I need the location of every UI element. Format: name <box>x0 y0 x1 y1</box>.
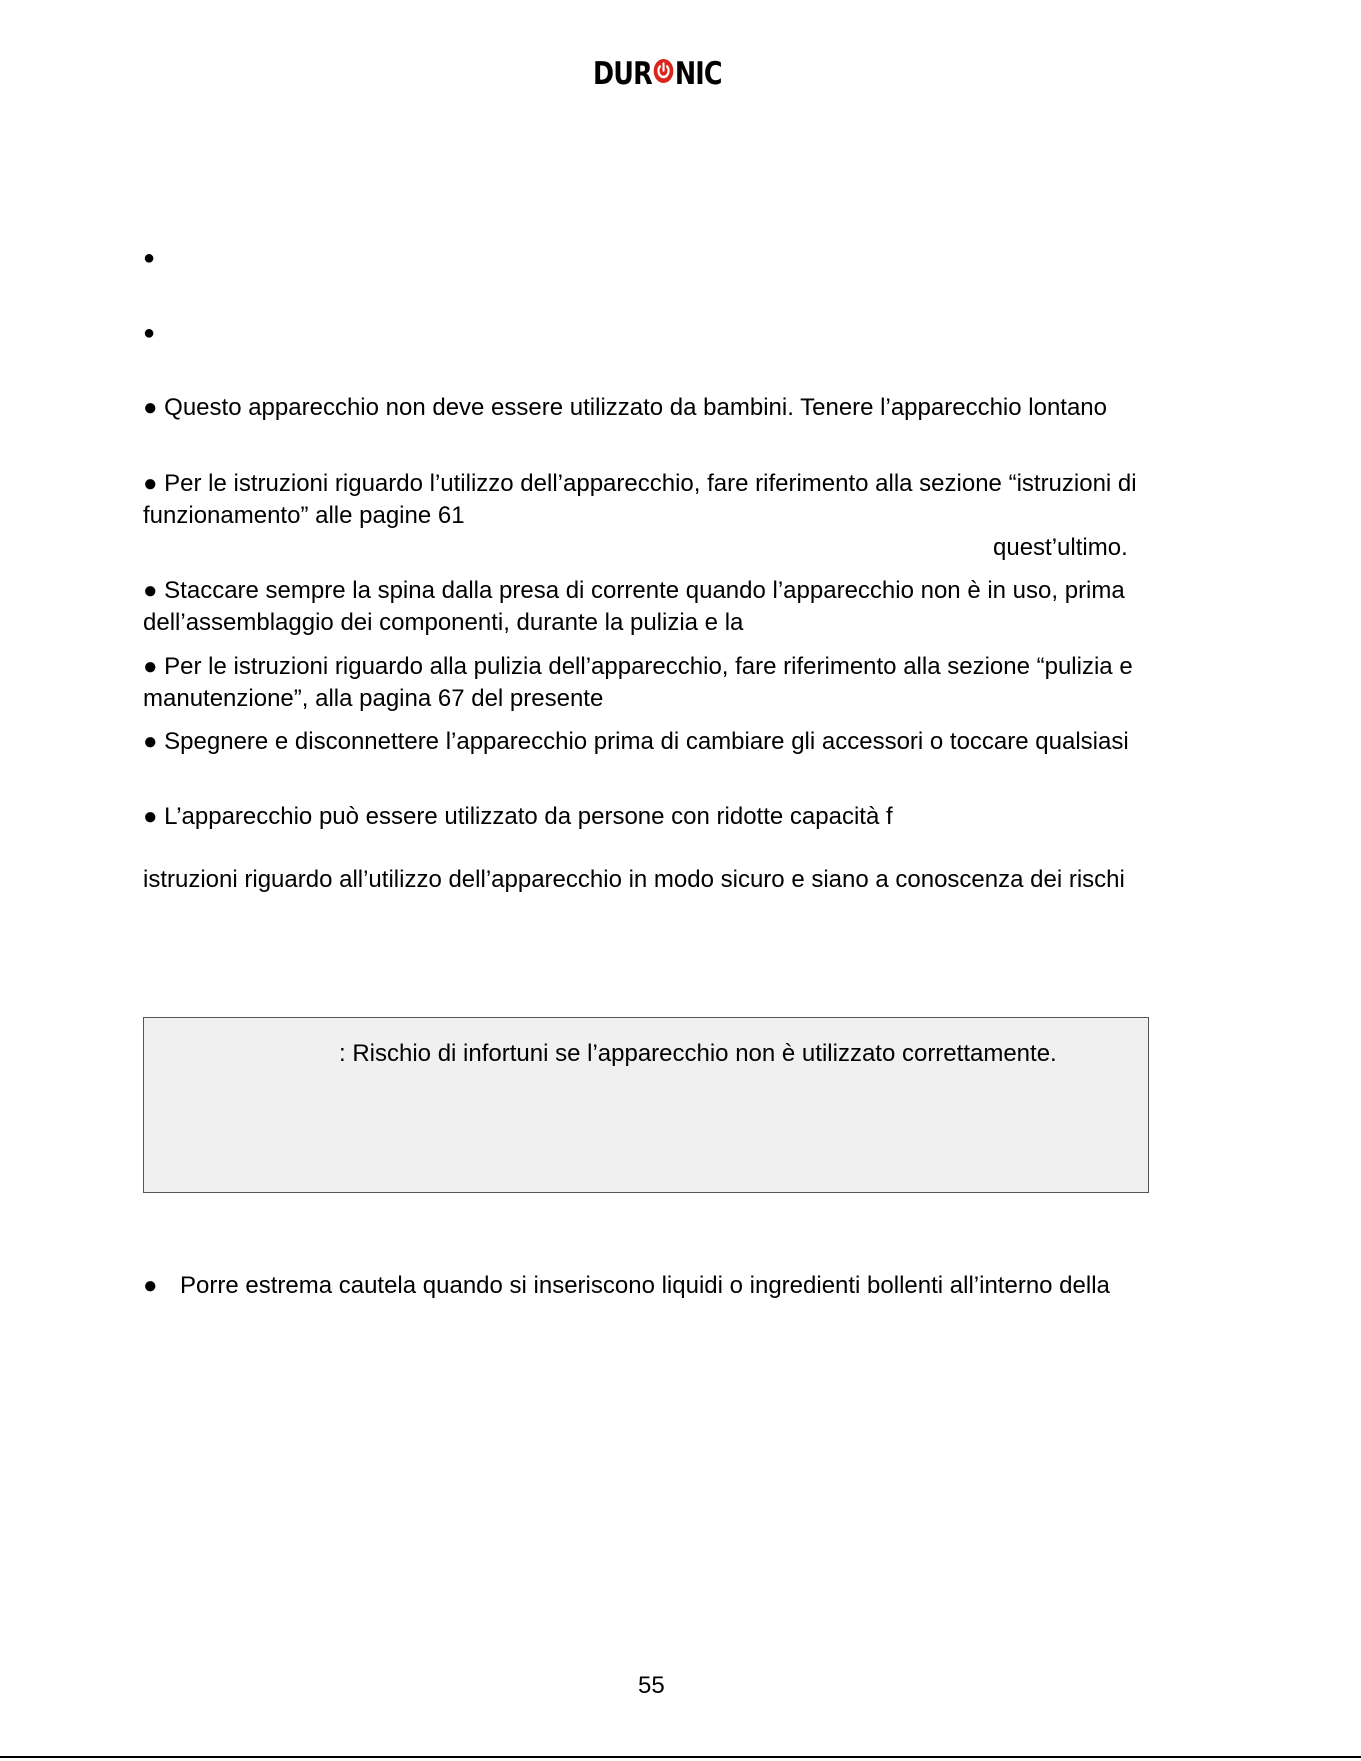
text-line: Porre estrema cautela quando si inseriscono liquidi o ingredienti bollenti all’interno della <box>180 1272 1110 1299</box>
text-line: ● Staccare sempre la spina dalla presa di corrente quando l’apparecchio non è in uso, prima <box>143 577 1125 604</box>
logo-text-end: NIC <box>674 56 722 92</box>
text-line: ● Questo apparecchio non deve essere utilizzato da bambini. Tenere l’apparecchio lontano <box>143 394 1107 421</box>
text-line: istruzioni riguardo all’utilizzo dell’apparecchio in modo sicuro e siano a conoscenza dei rischi <box>143 866 1125 893</box>
logo-text-start: DUR <box>593 56 652 92</box>
text-line: manutenzione”, alla pagina 67 del presente <box>143 685 604 712</box>
warning-box <box>143 1017 1149 1193</box>
bullet-marker: ● <box>143 1272 158 1299</box>
text-line: ● Per le istruzioni riguardo alla pulizia dell’apparecchio, fare riferimento alla sezione “pulizia e <box>143 653 1133 680</box>
bullet-marker: ● <box>143 247 156 269</box>
text-line: ● L’apparecchio può essere utilizzato da persone con ridotte capacità f <box>143 803 893 830</box>
duronic-logo <box>593 56 722 92</box>
text-line: ● Spegnere e disconnettere l’apparecchio prima di cambiare gli accessori o toccare qualsiasi <box>143 728 1129 755</box>
page-number: 55 <box>638 1672 665 1699</box>
text-line: dell’assemblaggio dei componenti, durante la pulizia e la <box>143 609 744 636</box>
text-line: ● Per le istruzioni riguardo l’utilizzo dell’apparecchio, fare riferimento alla sezione “istruzioni di <box>143 470 1137 497</box>
warning-text: : Rischio di infortuni se l’apparecchio non è utilizzato correttamente. <box>339 1040 1057 1067</box>
bullet-marker: ● <box>143 322 156 344</box>
text-line: funzionamento” alle pagine 61 <box>143 502 465 529</box>
footer-rule <box>0 1756 1361 1758</box>
text-line: quest’ultimo. <box>993 534 1128 561</box>
power-icon <box>653 56 674 92</box>
